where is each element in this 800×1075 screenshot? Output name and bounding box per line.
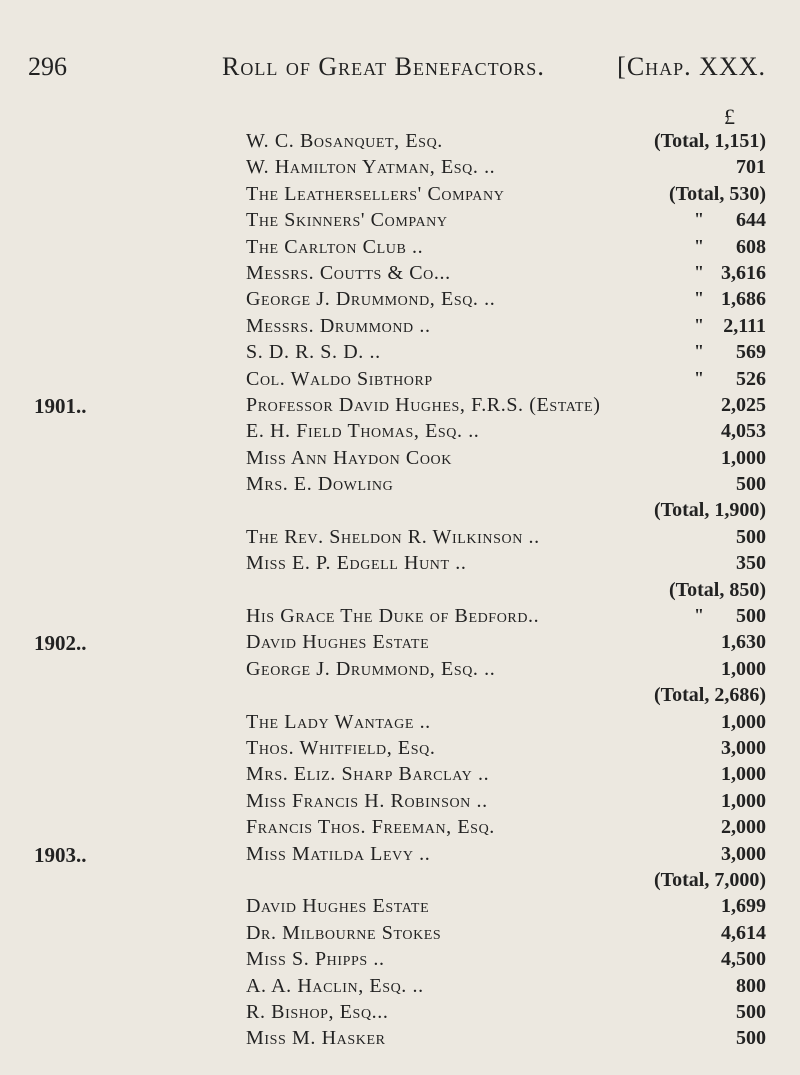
benefactor-name: Miss Ann Haydon Cook xyxy=(246,446,452,469)
ditto-mark: " xyxy=(694,341,704,362)
benefactor-name: W. Hamilton Yatman, Esq. .. xyxy=(246,156,496,179)
benefactor-name: Dr. Milbourne Stokes xyxy=(246,921,442,944)
benefactor-row xyxy=(0,420,800,446)
benefactor-name: Miss Francis H. Robinson .. xyxy=(246,789,488,812)
benefactor-row xyxy=(0,315,800,341)
benefactor-row xyxy=(0,499,800,525)
ditto-mark: " xyxy=(694,209,704,230)
donation-amount: 701 xyxy=(736,156,766,179)
benefactor-row xyxy=(0,605,800,631)
donation-amount: 2,111 xyxy=(723,314,766,337)
donation-amount: 644 xyxy=(736,209,766,232)
benefactor-row xyxy=(0,843,800,869)
total-amount: (Total, 2,686) xyxy=(653,684,766,707)
benefactor-name: Mrs. E. Dowling xyxy=(246,473,394,496)
benefactor-row xyxy=(0,526,800,552)
benefactor-name: Col. Waldo Sibthorp xyxy=(246,367,433,390)
donation-amount: 1,000 xyxy=(721,446,766,469)
benefactor-name: Messrs. Drummond .. xyxy=(246,314,431,337)
donation-amount: 1,699 xyxy=(721,895,766,918)
donation-amount: 500 xyxy=(736,473,766,496)
benefactor-row xyxy=(0,579,800,605)
benefactor-name: E. H. Field Thomas, Esq. .. xyxy=(246,420,480,443)
donation-amount: 1,000 xyxy=(721,710,766,733)
donation-amount: 4,500 xyxy=(721,948,766,971)
benefactor-row xyxy=(0,922,800,948)
benefactor-name: The Carlton Club .. xyxy=(246,235,424,258)
donation-amount: 569 xyxy=(736,341,766,364)
benefactor-row xyxy=(0,368,800,394)
benefactor-row xyxy=(0,447,800,473)
benefactor-row xyxy=(0,631,800,657)
donation-amount: 3,616 xyxy=(721,261,766,284)
donation-amount: 3,000 xyxy=(721,736,766,759)
donation-amount: 1,686 xyxy=(721,288,766,311)
total-amount: (Total, 530) xyxy=(668,182,766,205)
benefactor-row xyxy=(0,288,800,314)
ditto-mark: " xyxy=(694,261,704,282)
benefactor-row xyxy=(0,209,800,235)
page-number: 296 xyxy=(28,52,67,81)
benefactor-name: R. Bishop, Esq... xyxy=(246,1000,389,1023)
benefactor-row xyxy=(0,895,800,921)
donation-amount: 1,000 xyxy=(721,657,766,680)
ditto-mark: " xyxy=(694,367,704,388)
donation-amount: 500 xyxy=(736,525,766,548)
year-label: 1901.. xyxy=(34,393,87,418)
benefactor-row xyxy=(0,394,800,420)
donation-amount: 2,000 xyxy=(721,816,766,839)
total-amount: (Total, 1,900) xyxy=(653,499,766,522)
benefactor-name: W. C. Bosanquet, Esq. xyxy=(246,130,443,152)
ditto-mark: " xyxy=(694,235,704,256)
benefactor-row xyxy=(0,790,800,816)
benefactor-row xyxy=(0,816,800,842)
benefactor-row xyxy=(0,684,800,710)
benefactor-name: David Hughes Estate xyxy=(246,895,430,918)
donation-amount: 500 xyxy=(736,605,766,628)
donation-amount: 500 xyxy=(736,1000,766,1023)
page-header xyxy=(0,52,800,92)
benefactor-name: His Grace The Duke of Bedford.. xyxy=(246,605,540,628)
donation-amount: 1,000 xyxy=(721,763,766,786)
benefactor-row xyxy=(0,341,800,367)
benefactor-name: The Skinners' Company xyxy=(246,209,448,232)
benefactor-row xyxy=(0,1001,800,1027)
ditto-mark: " xyxy=(694,605,704,626)
benefactor-name: Miss M. Hasker xyxy=(246,1027,386,1050)
total-amount: (Total, 850) xyxy=(668,578,766,601)
benefactor-row xyxy=(0,156,800,182)
donation-amount: 526 xyxy=(736,367,766,390)
donation-amount: 3,000 xyxy=(721,842,766,865)
benefactor-row xyxy=(0,975,800,1001)
ditto-mark: " xyxy=(694,288,704,309)
benefactor-name: Miss Matilda Levy .. xyxy=(246,842,431,865)
benefactor-name: Francis Thos. Freeman, Esq. xyxy=(246,816,495,839)
benefactor-row xyxy=(0,711,800,737)
benefactor-row xyxy=(0,183,800,209)
donation-amount: 350 xyxy=(736,552,766,575)
benefactor-name: George J. Drummond, Esq. .. xyxy=(246,288,496,311)
benefactor-name: George J. Drummond, Esq. .. xyxy=(246,657,496,680)
benefactor-name: Professor David Hughes, F.R.S. (Estate) xyxy=(246,393,601,416)
benefactor-name: Miss S. Phipps .. xyxy=(246,948,385,971)
benefactor-row xyxy=(0,473,800,499)
benefactor-name: The Rev. Sheldon R. Wilkinson .. xyxy=(246,525,540,548)
benefactor-name: S. D. R. S. D. .. xyxy=(246,341,381,364)
year-label: 1903.. xyxy=(34,842,87,867)
benefactor-name: Thos. Whitfield, Esq. xyxy=(246,736,436,759)
benefactor-row xyxy=(0,737,800,763)
donation-amount: 1,630 xyxy=(721,631,766,654)
donation-amount: 800 xyxy=(736,974,766,997)
total-amount: (Total, 7,000) xyxy=(653,868,766,891)
donation-amount: 4,614 xyxy=(721,921,766,944)
benefactor-row xyxy=(0,1027,800,1053)
benefactor-row xyxy=(0,948,800,974)
year-label: 1902.. xyxy=(34,631,87,656)
donation-amount: 608 xyxy=(736,235,766,258)
benefactor-row xyxy=(0,658,800,684)
benefactor-list xyxy=(0,130,800,1054)
benefactor-row xyxy=(0,262,800,288)
benefactor-row xyxy=(0,236,800,262)
donation-amount: 4,053 xyxy=(721,420,766,443)
donation-amount: 2,025 xyxy=(721,393,766,416)
benefactor-row xyxy=(0,763,800,789)
benefactor-row xyxy=(0,552,800,578)
currency-symbol: £ xyxy=(724,104,735,129)
chapter-label: [Chap. XXX. xyxy=(617,52,766,81)
benefactor-row xyxy=(0,130,800,156)
ditto-mark: " xyxy=(694,314,704,335)
benefactor-name: A. A. Haclin, Esq. .. xyxy=(246,974,424,997)
running-title: Roll of Great Benefactors. xyxy=(222,52,545,81)
total-amount: (Total, 1,151) xyxy=(653,130,766,152)
benefactor-name: Messrs. Coutts & Co... xyxy=(246,261,451,284)
benefactor-row xyxy=(0,869,800,895)
benefactor-name: Miss E. P. Edgell Hunt .. xyxy=(246,552,467,575)
donation-amount: 1,000 xyxy=(721,789,766,812)
benefactor-name: The Leathersellers' Company xyxy=(246,182,505,205)
benefactor-name: Mrs. Eliz. Sharp Barclay .. xyxy=(246,763,490,786)
benefactor-name: David Hughes Estate xyxy=(246,631,430,654)
benefactor-name: The Lady Wantage .. xyxy=(246,710,431,733)
donation-amount: 500 xyxy=(736,1027,766,1050)
